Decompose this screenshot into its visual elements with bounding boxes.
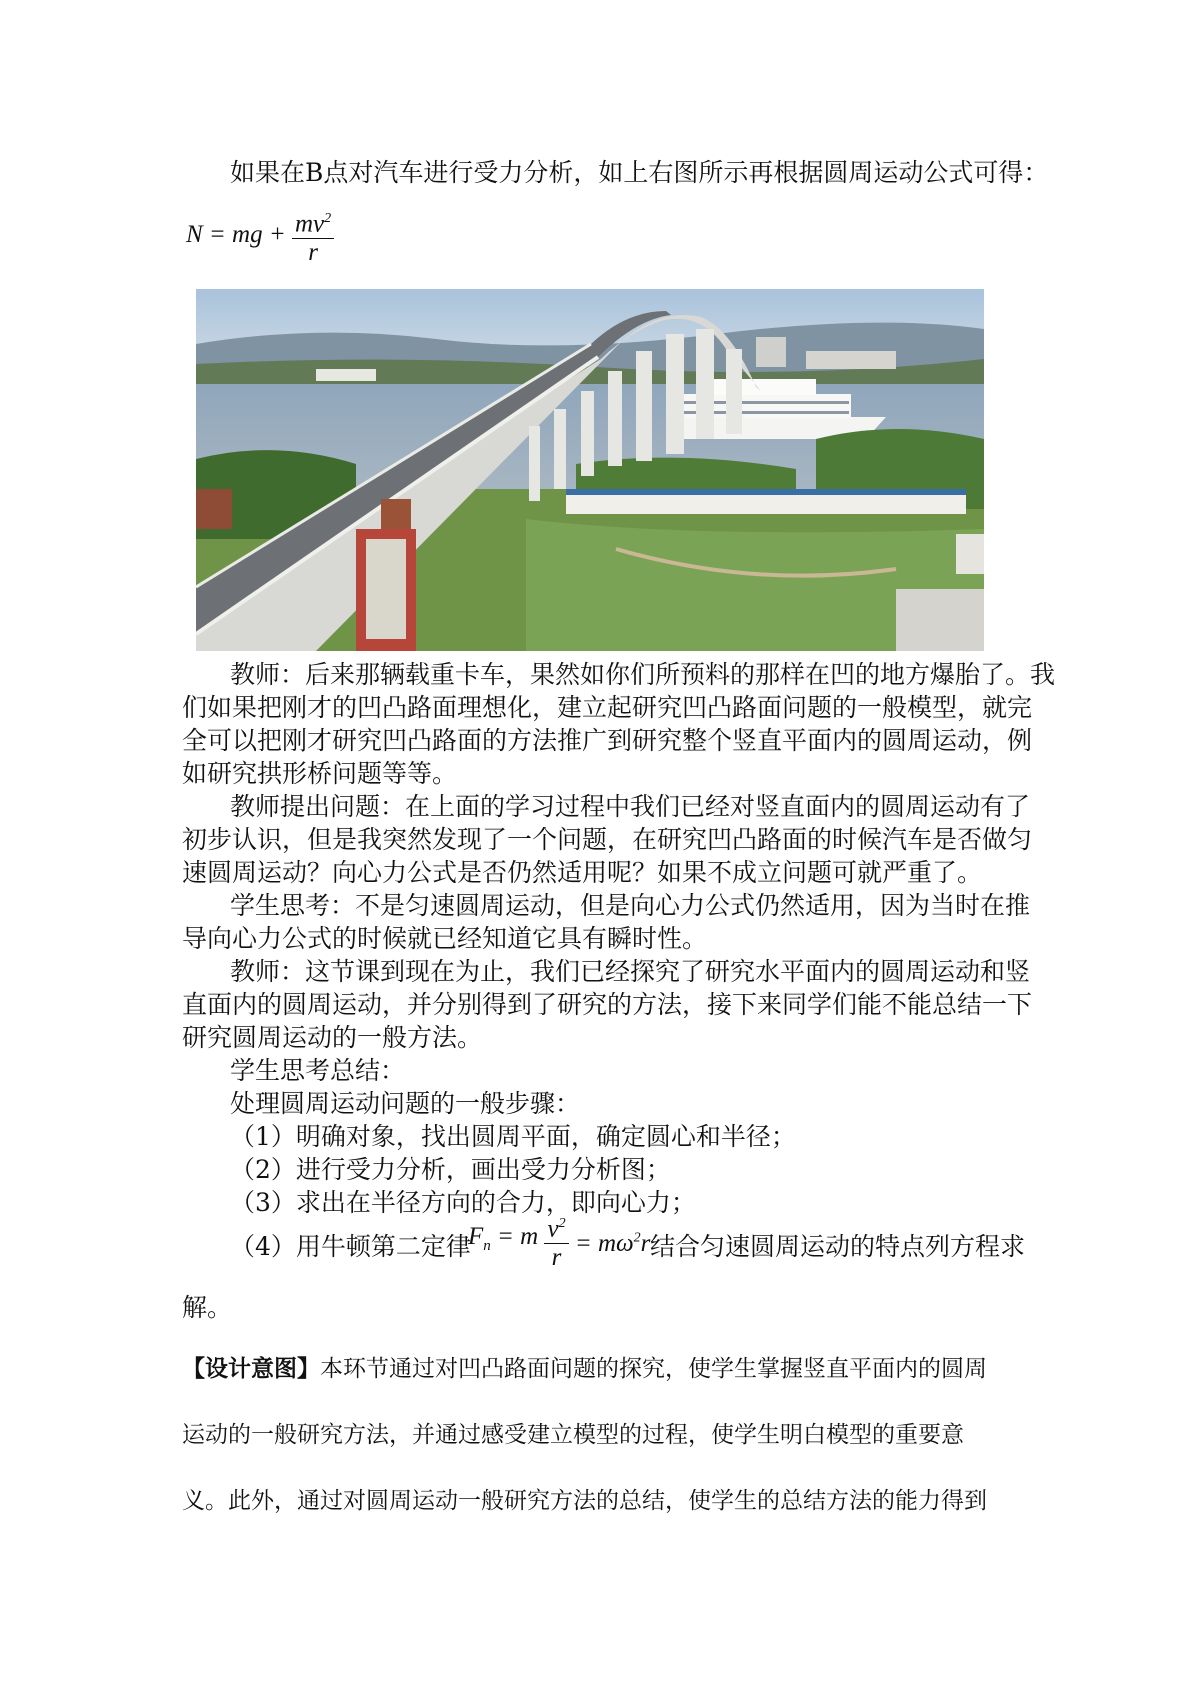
formula2-eq1: = m: [497, 1222, 539, 1250]
formula2-rhs: = mω: [574, 1229, 634, 1257]
bridge-photo-svg: [196, 289, 984, 651]
para-4-line-3: 研究圆周运动的一般方法。: [182, 1023, 483, 1052]
step-4-tail: 解。: [182, 1293, 233, 1322]
formula2-lhs: F: [468, 1222, 484, 1250]
step-4-before: （4）用牛顿第二定律: [230, 1232, 471, 1261]
step-3: （3）求出在半径方向的合力，即向心力；: [230, 1188, 696, 1217]
design-intent-line-3: 义。此外，通过对圆周运动一般研究方法的总结，使学生的总结方法的能力得到: [182, 1488, 987, 1514]
formula1-den: r: [308, 239, 318, 267]
intro-line: 如果在B点对汽车进行受力分析，如上右图所示再根据圆周运动公式可得：: [230, 158, 1049, 187]
para-1-line-1: 教师：后来那辆载重卡车，果然如你们所预料的那样在凹的地方爆胎了。我: [230, 660, 1056, 689]
formula2-rhs-tail: r: [640, 1229, 651, 1257]
design-intent-line-1: [182, 1352, 987, 1386]
para-6-line-1: 处理圆周运动问题的一般步骤：: [230, 1089, 581, 1118]
para-4-line-2: 直面内的圆周运动，并分别得到了研究的方法，接下来同学们能不能总结一下: [182, 990, 1033, 1019]
formula2-den: r: [551, 1244, 562, 1272]
formula2-num: v: [547, 1215, 559, 1243]
para-1-line-3: 全可以把刚才研究凹凸路面的方法推广到研究整个竖直平面内的圆周运动，例: [182, 726, 1033, 755]
formula1-exp: 2: [324, 211, 332, 226]
formula2-sub: n: [483, 1237, 491, 1254]
formula2-fraction: [544, 1210, 568, 1272]
para-4-line-1: 教师：这节课到现在为止，我们已经探究了研究水平面内的圆周运动和竖: [230, 957, 1031, 986]
formula1-lhs: N = mg +: [186, 220, 286, 248]
para-2-line-3: 速圆周运动？向心力公式是否仍然适用呢？如果不成立问题可就严重了。: [182, 858, 983, 887]
para-3-line-2: 导向心力公式的时候就已经知道它具有瞬时性。: [182, 924, 708, 953]
para-1-line-4: 如研究拱形桥问题等等。: [182, 759, 458, 788]
formula1-num: mv: [294, 210, 325, 238]
para-2-line-2: 初步认识，但是我突然发现了一个问题，在研究凹凸路面的时候汽车是否做匀: [182, 825, 1033, 854]
formula2-exp: 2: [558, 1216, 566, 1231]
step-2: （2）进行受力分析，画出受力分析图；: [230, 1155, 671, 1184]
bridge-photo: [196, 289, 984, 651]
formula2-rhs-exp: 2: [633, 1230, 641, 1246]
low-buildings: [566, 489, 966, 514]
formula1-fraction: [292, 205, 334, 267]
para-5-line-1: 学生思考总结：: [230, 1056, 406, 1085]
formula-normal-force: [186, 205, 334, 267]
design-intent-line-2: 运动的一般研究方法，并通过感受建立模型的过程，使学生明白模型的重要意: [182, 1422, 964, 1448]
para-2-line-1: 教师提出问题：在上面的学习过程中我们已经对竖直面内的圆周运动有了: [230, 792, 1031, 821]
step-1: （1）明确对象，找出圆周平面，确定圆心和半径；: [230, 1122, 796, 1151]
step-4-after: 结合匀速圆周运动的特点列方程求: [650, 1232, 1026, 1261]
para-3-line-1: 学生思考：不是匀速圆周运动，但是向心力公式仍然适用，因为当时在推: [230, 891, 1031, 920]
para-1-line-2: 们如果把刚才的凹凸路面理想化，建立起研究凹凸路面问题的一般模型，就完: [182, 693, 1033, 722]
design-intent-label: 【设计意图】: [182, 1356, 320, 1382]
formula-newton-second: [468, 1210, 650, 1272]
design-intent-text-1: 本环节通过对凹凸路面问题的探究，使学生掌握竖直平面内的圆周: [320, 1356, 987, 1382]
